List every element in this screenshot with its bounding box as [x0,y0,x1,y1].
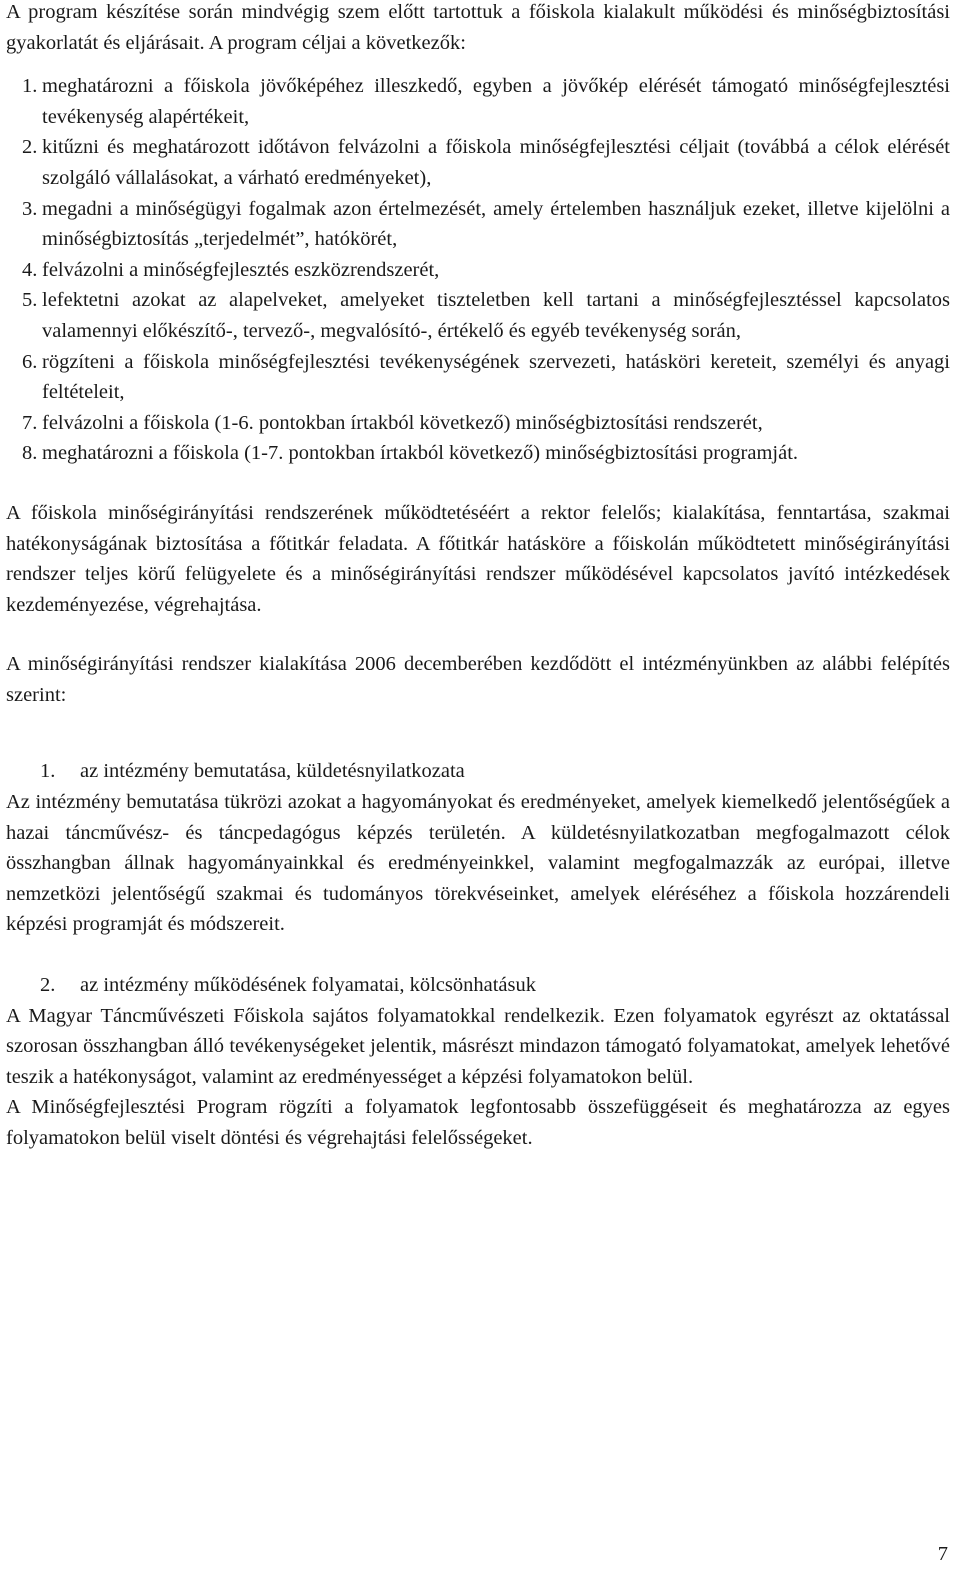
list-item-text: meghatározni a főiskola (1-7. pontokban írtakból következő) minőségbiztosítási programját. [42,442,799,465]
list-item [6,132,950,193]
list-item-number: 4. [22,258,38,281]
list-item [6,347,950,408]
list-item [6,285,950,346]
list-item [6,255,950,286]
list-item [6,408,950,439]
list-item-number: 8. [22,442,38,465]
list-item-number: 6. [22,350,38,373]
section-number: 2. [40,974,56,997]
section-number: 1. [40,760,56,783]
list-item-text: rögzíteni a főiskola minőségfejlesztési tevékenységének szervezeti, hatásköri kereteit, személyi és anyagi feltételeit, [42,350,950,404]
list-item [6,438,950,469]
section-body-processes: A Magyar Táncművészeti Főiskola sajátos folyamatokkal rendelkezik. Ezen folyamatok egyrészt az oktatással szorosan összhangban álló tevékenységeket jelentik, másrészt mindazon támogató folyamatokat, amelyek lehetővé teszik a hatékonyságot, valamint az eredményességet a képzési folyamatokon belül. [6,1004,950,1088]
section-body-program: A Minőségfejlesztési Program rögzíti a folyamatok legfontosabb összefüggéseit és meghatározza az egyes folyamatokon belül viselt döntési és végrehajtási felelősségeket. [6,1096,950,1149]
list-item-number: 1. [22,75,38,98]
section-title: az intézmény működésének folyamatai, kölcsönhatásuk [80,974,536,997]
section-title: az intézmény bemutatása, küldetésnyilatkozata [80,760,465,783]
document-page [6,0,950,1154]
list-item-number: 2. [22,136,38,159]
section-body-mission: Az intézmény bemutatása tükrözi azokat a hagyományokat és eredményeket, amelyek kiemelkedő jelentőségűek a hazai táncművész- és táncpedagógus képzés területén. A küldetésnyilatkozatban megfogalmazott célok összhangban állnak hagyományainkkal és eredményeinkkel, valamint megfogalmazzák az európai, illetve nemzetközi jelentőségű szakmai és tudományos törekvéseinket, amelyek eléréséhez a főiskola hozzárendeli képzési programját és módszereit. [6,791,950,936]
list-item [6,71,950,132]
list-item-text: megadni a minőségügyi fogalmak azon értelmezését, amely értelemben használjuk ezeket, illetve kijelölni a minőségbiztosítás „terjedelmét”, hatókörét, [42,197,950,251]
program-goals-list [6,71,950,469]
section-heading-mission [6,756,950,787]
intro-paragraph: A program készítése során mindvégig szem előtt tartottuk a főiskola kialakult működési és minőségbiztosítási gyakorlatát és eljárásait. A program céljai a következők: [6,1,950,54]
list-item-text: meghatározni a főiskola jövőképéhez illeszkedő, egyben a jövőkép elérését támogató minőségfejlesztési tevékenység alapértékeit, [42,75,950,128]
structure-paragraph: A minőségirányítási rendszer kialakítása 2006 decemberében kezdődött el intézményünkben az alábbi felépítés szerint: [6,653,950,706]
section-heading-processes [6,970,950,1001]
list-item-text: felvázolni a főiskola (1-6. pontokban írtakból következő) minőségbiztosítási rendszerét, [42,411,763,434]
list-item-text: felvázolni a minőségfejlesztés eszközrendszerét, [42,258,440,281]
list-item-number: 5. [22,289,38,312]
list-item [6,194,950,255]
page-number: 7 [937,1543,948,1565]
list-item-number: 7. [22,411,38,434]
responsibility-paragraph: A főiskola minőségirányítási rendszerének működtetéséért a rektor felelős; kialakítása, fenntartása, szakmai hatékonyságának biztosítása a főtitkár feladata. A főtitkár hatásköre a főiskolán működtetett minőségirányítási rendszer teljes körű felügyelete és a minőségirányítási rendszer működésével kapcsolatos javító intézkedések kezdeményezése, végrehajtása. [6,501,950,616]
list-item-number: 3. [22,197,38,220]
list-item-text: kitűzni és meghatározott időtávon felvázolni a főiskola minőségfejlesztési céljait (továbbá a célok elérését szolgáló vállalásokat, a várható eredményeket), [42,136,950,189]
list-item-text: lefektetni azokat az alapelveket, amelyeket tiszteletben kell tartani a minőségfejlesztéssel kapcsolatos valamennyi előkészítő-, tervező-, megvalósító-, értékelő és egyéb tevékenység során, [42,289,950,342]
